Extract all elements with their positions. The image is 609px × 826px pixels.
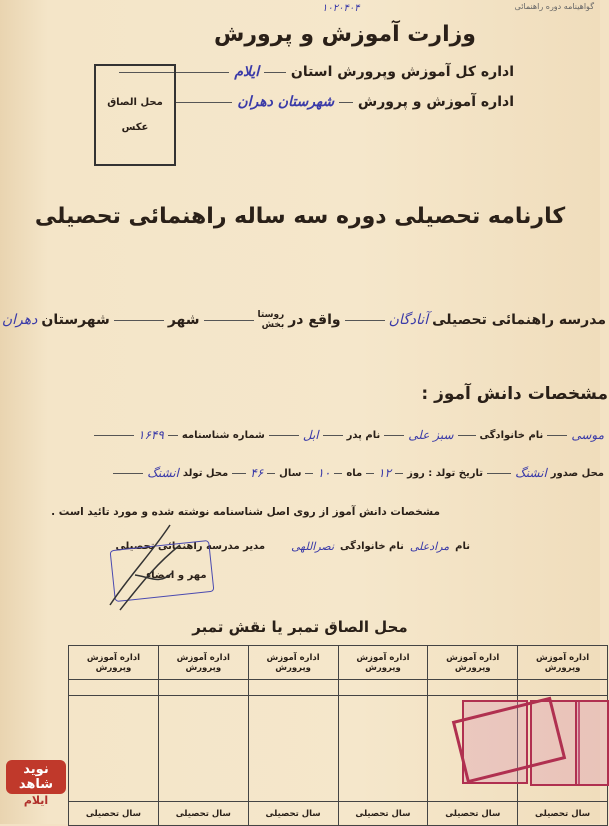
city-label: شهر (167, 312, 200, 328)
student-row-1 (94, 428, 604, 442)
father-value: ابل (302, 428, 319, 442)
province-line (119, 64, 514, 80)
village-label: روستا (257, 310, 285, 320)
grid-footer: سال تحصیلی (518, 802, 608, 826)
grid-header: اداره آموزش وپرورش (158, 646, 248, 680)
family-value: سبز علی (408, 428, 454, 442)
family-label: نام خانوادگی (479, 429, 544, 441)
principal-role: مدیر مدرسه راهنمائی تحصیلی (115, 541, 266, 552)
father-label: نام پدر (346, 429, 381, 441)
student-section-title: مشخصات دانش آموز : (421, 384, 608, 404)
located-in-label: واقع در (288, 312, 341, 328)
main-title: کارنامه تحصیلی دوره سه ساله راهنمائی تحصیلی (34, 204, 566, 229)
principal-name-label: نام (455, 541, 470, 552)
ministry-title: وزارت آموزش و پرورش (214, 22, 476, 47)
seal-label: مهر و امضاء (146, 570, 207, 581)
watermark-logo (6, 760, 66, 816)
year-label: سال (279, 467, 302, 479)
county-office-label: اداره آموزش و پرورش (357, 94, 514, 110)
student-name-value: موسی (571, 428, 604, 442)
grid-header: اداره آموزش وپرورش (338, 646, 428, 680)
day-value: ۱۲ (378, 466, 392, 480)
grid-footer: سال تحصیلی (428, 802, 518, 826)
birth-date-label: تاریخ تولد : روز (407, 467, 484, 479)
school-label: مدرسه راهنمائی تحصیلی (432, 312, 606, 328)
watermark-region: ایلام (23, 794, 49, 807)
student-row-2 (113, 466, 604, 480)
village-district (258, 310, 285, 330)
grid-footer: سال تحصیلی (338, 802, 428, 826)
grid-footer: سال تحصیلی (248, 802, 338, 826)
confirmation-text: مشخصات دانش آموز از روی اصل شناسنامه نوشته شده و مورد تائید است . (51, 506, 440, 518)
province-label: اداره کل آموزش وپرورش استان (290, 64, 514, 80)
month-label: ماه (346, 467, 363, 479)
grid-header: اداره آموزش وپرورش (69, 646, 159, 680)
county-value: دهران (1, 312, 38, 328)
district-label: بخش (261, 320, 285, 330)
month-value: ۱۰ (317, 466, 331, 480)
revenue-stamp (575, 700, 609, 786)
year-value: ۴۶ (250, 466, 264, 480)
photo-box-sublabel: عکس (121, 122, 149, 133)
grid-header: اداره آموزش وپرورش (518, 646, 608, 680)
principal-family-value: نصراللهی (291, 540, 335, 553)
principal-family-label: نام خانوادگی (340, 541, 404, 552)
grid-header: اداره آموزش وپرورش (428, 646, 518, 680)
birth-place-label: محل تولد (182, 467, 229, 479)
county-office-value: شهرستان دهران (237, 94, 335, 110)
stamp-area-title: محل الصاق تمبر یا نقش تمبر (192, 618, 408, 636)
school-line (0, 310, 606, 330)
principal-name-value: مرادعلی (409, 540, 450, 553)
watermark-logo-text: نوید شاهد (6, 760, 66, 794)
province-value: ایلام (234, 64, 260, 80)
grid-footer: سال تحصیلی (69, 802, 159, 826)
top-handwriting: ۱۰۲۰۴۰۴ (322, 3, 360, 14)
issue-place-value: انشنگ (515, 466, 547, 480)
birth-place-value: انشنگ (147, 466, 179, 480)
grid-header: اداره آموزش وپرورش (248, 646, 338, 680)
id-label: شماره شناسنامه (181, 429, 265, 441)
photo-box-label: محل الصاق (107, 97, 163, 108)
photo-box (94, 64, 176, 166)
issue-place-label: محل صدور (550, 467, 604, 479)
signature-icon (100, 515, 190, 615)
school-value: آنادگان (388, 312, 429, 328)
county-label: شهرستان (41, 312, 110, 328)
id-value: ۱۶۴۹ (138, 428, 164, 442)
county-office-line (176, 94, 514, 110)
top-corner-note: گواهینامه دوره راهنمائی (514, 2, 594, 11)
grid-footer: سال تحصیلی (158, 802, 248, 826)
